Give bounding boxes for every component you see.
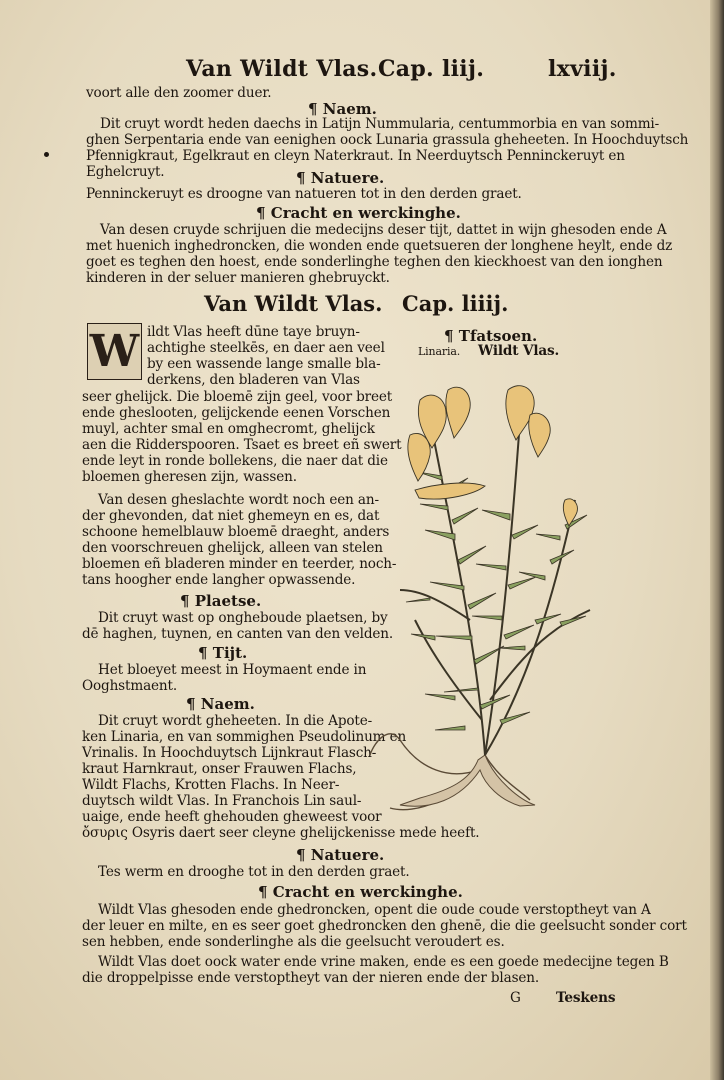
figure-label: Wildt Vlas. bbox=[478, 343, 560, 359]
pilcrow-icon: ¶ bbox=[296, 846, 306, 864]
pilcrow-icon: ¶ bbox=[296, 169, 306, 187]
text-line: Wildt Flachs, Krotten Flachs. In Neer- bbox=[82, 777, 340, 793]
text-line: Dit cruyt wast op ongheboude plaetsen, by bbox=[98, 610, 388, 626]
text-line: met huenich inghedroncken, die wonden ende quetsueren der longhene heylt, ende dz bbox=[86, 238, 673, 254]
text-line: aen die Ridderspooren. Tsaet es breet eñ swert bbox=[82, 437, 402, 453]
figure-label-latin: Linaria. bbox=[418, 345, 461, 358]
heading-cracht-2: ¶ Cracht en werckinghe. bbox=[258, 883, 463, 901]
text-line: ildt Vlas heeft dūne taye bruyn- bbox=[147, 324, 360, 340]
text-line: der ghevonden, dat niet ghemeyn en es, dat bbox=[82, 508, 380, 524]
text-line: tans hoogher ende langher opwassende. bbox=[82, 572, 356, 588]
text-line: seer ghelijck. Die bloemē zijn geel, voor breet bbox=[82, 389, 393, 405]
text-line: bloemen gheresen zijn, wassen. bbox=[82, 469, 297, 485]
catchword: Teskens bbox=[556, 990, 616, 1006]
text-line: Eghelcruyt. bbox=[86, 164, 165, 180]
text-line: Het bloeyet meest in Hoymaent ende in bbox=[98, 662, 367, 678]
heading-plaetse: ¶ Plaetse. bbox=[180, 592, 262, 610]
page-edge-shadow bbox=[710, 0, 724, 1080]
heading-natuere: ¶ Natuere. bbox=[296, 169, 385, 187]
ink-dot bbox=[44, 152, 49, 157]
text-line: Wildt Vlas doet oock water ende vrine maken, ende es een goede medecijne tegen B bbox=[98, 954, 669, 970]
section-title: Van Wildt Vlas. bbox=[204, 291, 383, 316]
text-line: duytsch wildt Vlas. In Franchois Lin saul- bbox=[82, 793, 362, 809]
text-line: ghen Serpentaria ende van eenighen oock Lunaria grassula gheheeten. In Hoochduytsch bbox=[86, 132, 689, 148]
text-line: sen hebben, ende sonderlinghe als die geelsucht veroudert es. bbox=[82, 934, 505, 950]
text-line: die droppelpisse ende verstoptheyt van der nieren ende der blasen. bbox=[82, 970, 540, 986]
text-line: kinderen in der seluer manieren ghebruyckt. bbox=[86, 270, 390, 286]
pilcrow-icon: ¶ bbox=[444, 327, 454, 345]
text-line: Wildt Vlas ghesoden ende ghedroncken, opent die oude coude verstoptheyt van A bbox=[98, 902, 651, 918]
text-line: Van desen gheslachte wordt noch een an- bbox=[98, 492, 379, 508]
text-line: der leuer en milte, en es seer goet ghedroncken den ghenē, die die geelsucht sonder cort bbox=[82, 918, 687, 934]
text-line: Van desen cruyde schrijuen die medecijns deser tijt, dattet in wijn ghesoden ende A bbox=[100, 222, 667, 238]
text-line: Pfennigkraut, Egelkraut en cleyn Naterkraut. In Neerduytsch Penninckeruyt en bbox=[86, 148, 625, 164]
text-line: den voorschreuen ghelijck, alleen van stelen bbox=[82, 540, 383, 556]
pilcrow-icon: ¶ bbox=[256, 204, 266, 222]
text-line: bloemen eñ bladeren minder en teerder, noch- bbox=[82, 556, 397, 572]
text-line: ὄσυρις Osyris daert seer cleyne ghelijckenisse mede heeft. bbox=[82, 825, 480, 841]
heading-naem-2: ¶ Naem. bbox=[186, 695, 255, 713]
text-line: Dit cruyt wordt gheheeten. In die Apote- bbox=[98, 713, 373, 729]
text-line: Penninckeruyt es droogne van natueren tot in den derden graet. bbox=[86, 186, 522, 202]
heading-cracht: ¶ Cracht en werckinghe. bbox=[256, 204, 461, 222]
text-line: voort alle den zoomer duer. bbox=[86, 85, 272, 101]
folio-number: lxviij. bbox=[548, 56, 617, 82]
text-line: Tes werm en drooghe tot in den derden graet. bbox=[98, 864, 410, 880]
text-line: by een wassende lange smalle bla- bbox=[147, 356, 381, 372]
text-line: Vrinalis. In Hoochduytsch Lijnkraut Flasch- bbox=[82, 745, 377, 761]
drop-cap: W bbox=[87, 323, 142, 380]
signature-mark: G bbox=[510, 990, 521, 1006]
heading-naem: ¶ Naem. bbox=[308, 100, 377, 118]
text-line: Ooghstmaent. bbox=[82, 678, 178, 694]
pilcrow-icon: ¶ bbox=[180, 592, 190, 610]
pilcrow-icon: ¶ bbox=[186, 695, 196, 713]
text-line: ende gheslooten, gelijckende eenen Vorschen bbox=[82, 405, 391, 421]
section-chapter: Cap. liiij. bbox=[402, 291, 509, 316]
text-line: achtighe steelkēs, en daer aen veel bbox=[147, 340, 385, 356]
running-chapter: Cap. liij. bbox=[378, 56, 485, 82]
text-line: schoone hemelblauw bloemē draeght, anders bbox=[82, 524, 390, 540]
heading-natuere-2: ¶ Natuere. bbox=[296, 846, 385, 864]
text-line: goet es teghen den hoest, ende sonderlinghe teghen den kieckhoest van den ionghen bbox=[86, 254, 663, 270]
text-line: uaige, ende heeft ghehouden gheweest voor bbox=[82, 809, 382, 825]
plant-illustration bbox=[360, 360, 630, 840]
heading-tijt: ¶ Tijt. bbox=[198, 644, 248, 662]
text-line: muyl, achter smal en omghecromt, ghelijck bbox=[82, 421, 375, 437]
figure-heading: ¶ Tfatsoen. bbox=[444, 327, 538, 345]
pilcrow-icon: ¶ bbox=[308, 100, 318, 118]
text-line: kraut Harnkraut, onser Frauwen Flachs, bbox=[82, 761, 357, 777]
text-line: Dit cruyt wordt heden daechs in Latijn Nummularia, centummorbia en van sommi- bbox=[100, 116, 660, 132]
text-line: dē haghen, tuynen, en canten van den velden. bbox=[82, 626, 394, 642]
pilcrow-icon: ¶ bbox=[198, 644, 208, 662]
text-line: ende leyt in ronde bollekens, die naer dat die bbox=[82, 453, 388, 469]
running-title: Van Wildt Vlas. bbox=[186, 56, 378, 82]
pilcrow-icon: ¶ bbox=[258, 883, 268, 901]
text-line: derkens, den bladeren van Vlas bbox=[147, 372, 360, 388]
text-line: ken Linaria, en van sommighen Pseudolinum en bbox=[82, 729, 407, 745]
